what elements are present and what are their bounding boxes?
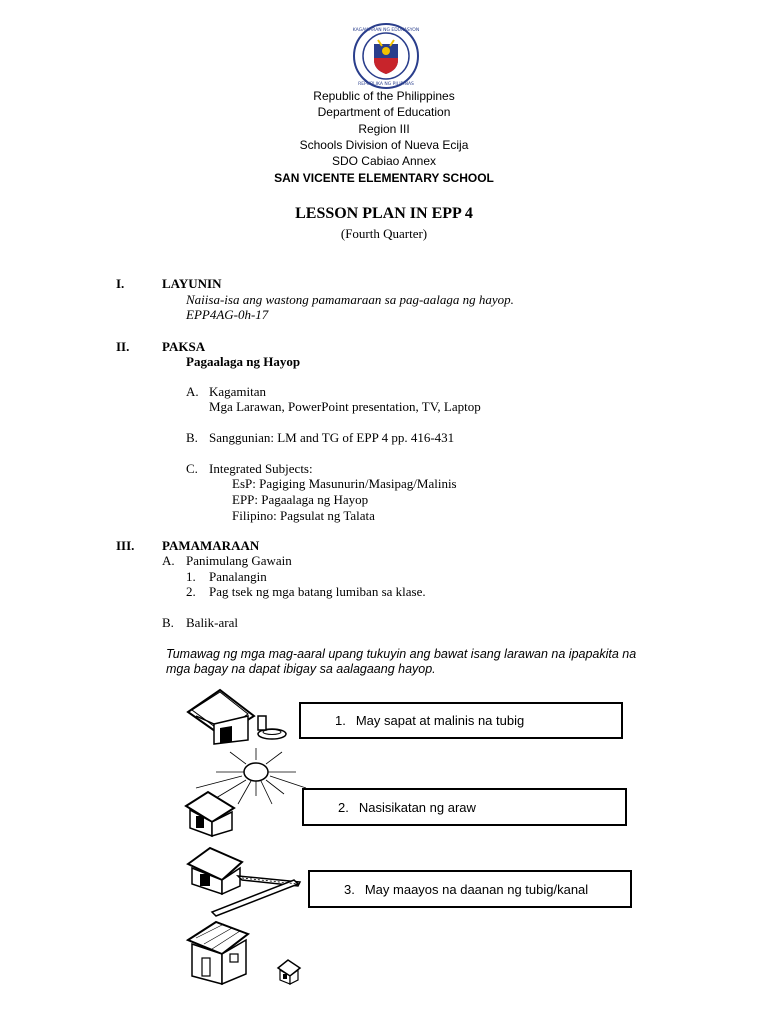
pamamaraan-a-label: A. xyxy=(162,553,175,568)
paksa-a-detail: Mga Larawan, PowerPoint presentation, TV, Laptop xyxy=(209,399,481,414)
topic-text: Pagaalaga ng Hayop xyxy=(186,354,301,369)
header-line-division: Schools Division of Nueva Ecija xyxy=(299,138,469,152)
section-heading-paksa: PAKSA xyxy=(162,339,206,354)
section-number-3: III. xyxy=(116,538,135,553)
answer-box-2 xyxy=(302,788,627,826)
section-heading-pamamaraan: PAMAMARAAN xyxy=(162,538,260,553)
header-line-deped: Department of Education xyxy=(317,105,451,119)
paksa-b-label: B. xyxy=(186,430,198,445)
instruction-line-1: Tumawag ng mga mag-aaral upang tukuyin ang bawat isang larawan na ipapakita na xyxy=(166,647,637,661)
paksa-a-label: A. xyxy=(186,384,199,399)
section-number-1: I. xyxy=(116,276,125,291)
paksa-c-title: Integrated Subjects: xyxy=(209,461,313,476)
instruction-line-2: mga bagay na dapat ibigay sa aalagaang hayop. xyxy=(166,662,436,676)
answer-box-number: 3. xyxy=(344,881,355,897)
answer-box-3 xyxy=(308,870,632,908)
page-title: LESSON PLAN IN EPP 4 xyxy=(295,205,473,222)
deped-seal xyxy=(352,22,420,90)
integrated-subject-epp: EPP: Pagaalaga ng Hayop xyxy=(232,492,369,507)
answer-box-text: Nasisikatan ng araw xyxy=(358,799,476,815)
section-heading-layunin: LAYUNIN xyxy=(162,276,222,291)
doghouse-canal-illustration xyxy=(182,842,312,922)
answer-box-number: 1. xyxy=(335,713,346,728)
step-number-2: 2. xyxy=(186,584,196,599)
school-name: SAN VICENTE ELEMENTARY SCHOOL xyxy=(274,171,494,185)
step-text-2: Pag tsek ng mga batang lumiban sa klase. xyxy=(209,584,426,599)
paksa-c-label: C. xyxy=(186,461,198,476)
paksa-b-text: Sanggunian: LM and TG of EPP 4 pp. 416-431 xyxy=(209,430,455,445)
pamamaraan-b-title: Balik-aral xyxy=(186,615,238,630)
step-number-1: 1. xyxy=(186,569,196,584)
doghouse-water-illustration xyxy=(184,682,294,746)
paksa-a-title: Kagamitan xyxy=(209,384,267,399)
header-line-region: Region III xyxy=(358,122,410,136)
section-number-2: II. xyxy=(116,339,130,354)
objective-text: Naiisa-isa ang wastong pamamaraan sa pag-aalaga ng hayop. xyxy=(186,292,514,307)
integrated-subject-esp: EsP: Pagiging Masunurin/Masipag/Malinis xyxy=(232,476,457,491)
house-doghouse-illustration xyxy=(184,918,314,988)
pamamaraan-b-label: B. xyxy=(162,615,174,630)
answer-box-number: 2. xyxy=(338,799,349,815)
header-line-sdo: SDO Cabiao Annex xyxy=(331,154,437,168)
integrated-subject-filipino: Filipino: Pagsulat ng Talata xyxy=(232,508,375,523)
page-subtitle: (Fourth Quarter) xyxy=(340,226,428,241)
svg-text:KAGAWARAN NG EDUKASYON: KAGAWARAN NG EDUKASYON xyxy=(352,28,420,33)
answer-box-text: May sapat at malinis na tubig xyxy=(355,713,525,728)
step-text-1: Panalangin xyxy=(209,569,267,584)
objective-code: EPP4AG-0h-17 xyxy=(186,307,269,322)
svg-text:REPUBLIKA NG PILIPINAS: REPUBLIKA NG PILIPINAS xyxy=(358,82,414,87)
sun-doghouse-illustration xyxy=(176,748,316,838)
header-line-republic: Republic of the Philippines xyxy=(313,89,455,103)
seal-icon xyxy=(352,22,420,90)
answer-box-text: May maayos na daanan ng tubig/kanal xyxy=(364,881,589,897)
pamamaraan-a-title: Panimulang Gawain xyxy=(186,553,292,568)
answer-box-1 xyxy=(299,702,623,739)
